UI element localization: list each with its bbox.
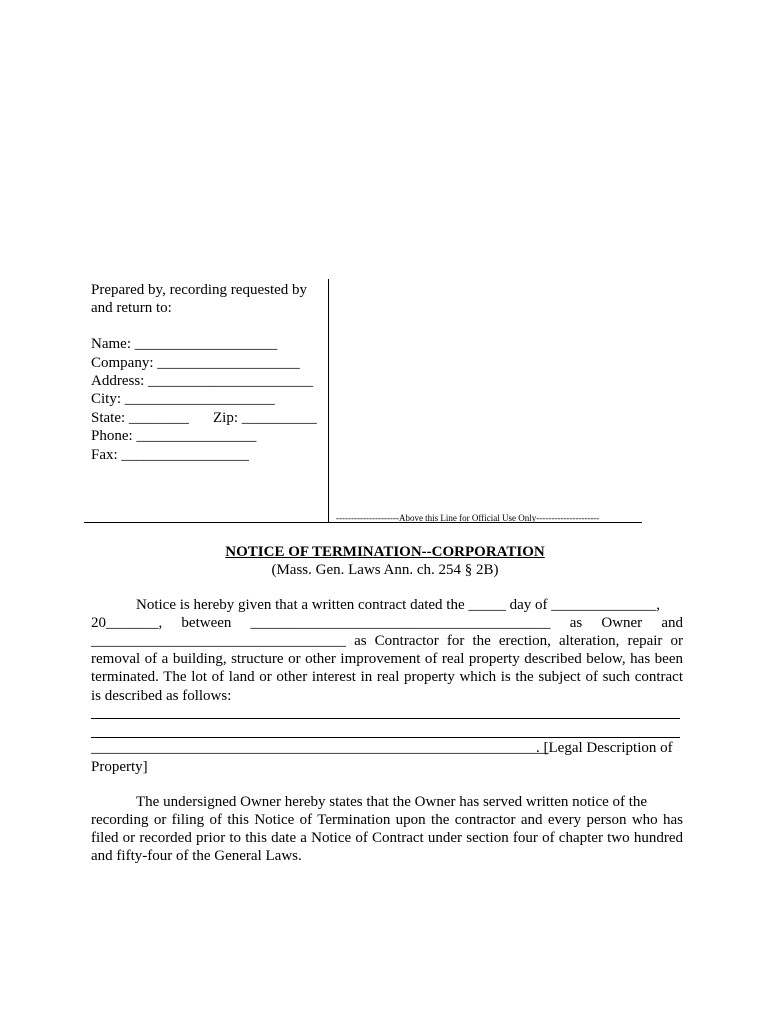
zip-field[interactable]: Zip: __________ <box>213 410 317 426</box>
address-field[interactable]: Address: ______________________ <box>91 373 314 389</box>
p2-line3: filed or recorded prior to this date a Notice of Contract under section four of chapter two hundred <box>91 830 683 846</box>
company-field[interactable]: Company: ___________________ <box>91 355 300 371</box>
document-subtitle: (Mass. Gen. Laws Ann. ch. 254 § 2B) <box>271 562 499 578</box>
vertical-divider <box>328 279 329 522</box>
prepared-by-line1: Prepared by, recording requested by <box>91 282 308 298</box>
p2-line4: and fifty-four of the General Laws. <box>91 848 302 864</box>
p2-line1: The undersigned Owner hereby states that the Owner has served written notice of the <box>136 794 648 810</box>
legal-blank-line-1[interactable] <box>91 718 680 719</box>
p1-line2: 20_______, between ________________________________________ as Owner and <box>91 615 683 631</box>
p1-line6: is described as follows: <box>91 688 232 704</box>
legal-description-label: . [Legal Description of <box>536 740 673 756</box>
name-field[interactable]: Name: ___________________ <box>91 336 278 352</box>
legal-blank-line-3[interactable]: _____________________________________________________________ <box>91 740 549 756</box>
p1-line3: __________________________________ as Contractor for the erection, alteration, repair or <box>91 633 683 649</box>
city-field[interactable]: City: ____________________ <box>91 391 275 407</box>
p1-line5: terminated. The lot of land or other interest in real property which is the subject of such contract <box>91 669 683 685</box>
phone-field[interactable]: Phone: ________________ <box>91 428 257 444</box>
official-use-line: ---------------------Above this Line for Official Use Only--------------------- <box>336 513 600 523</box>
document-title: NOTICE OF TERMINATION--CORPORATION <box>225 544 545 560</box>
p2-line2: recording or filing of this Notice of Termination upon the contractor and every person who has <box>91 812 683 828</box>
legal-blank-line-2[interactable] <box>91 737 680 738</box>
p1-line4: removal of a building, structure or other improvement of real property described below, has been <box>91 651 683 667</box>
p1-line1: Notice is hereby given that a written contract dated the _____ day of ______________, <box>136 597 661 613</box>
state-field[interactable]: State: ________ <box>91 410 189 426</box>
legal-description-label-cont: Property] <box>91 759 148 775</box>
fax-field[interactable]: Fax: _________________ <box>91 447 249 463</box>
prepared-by-line2: and return to: <box>91 300 172 316</box>
